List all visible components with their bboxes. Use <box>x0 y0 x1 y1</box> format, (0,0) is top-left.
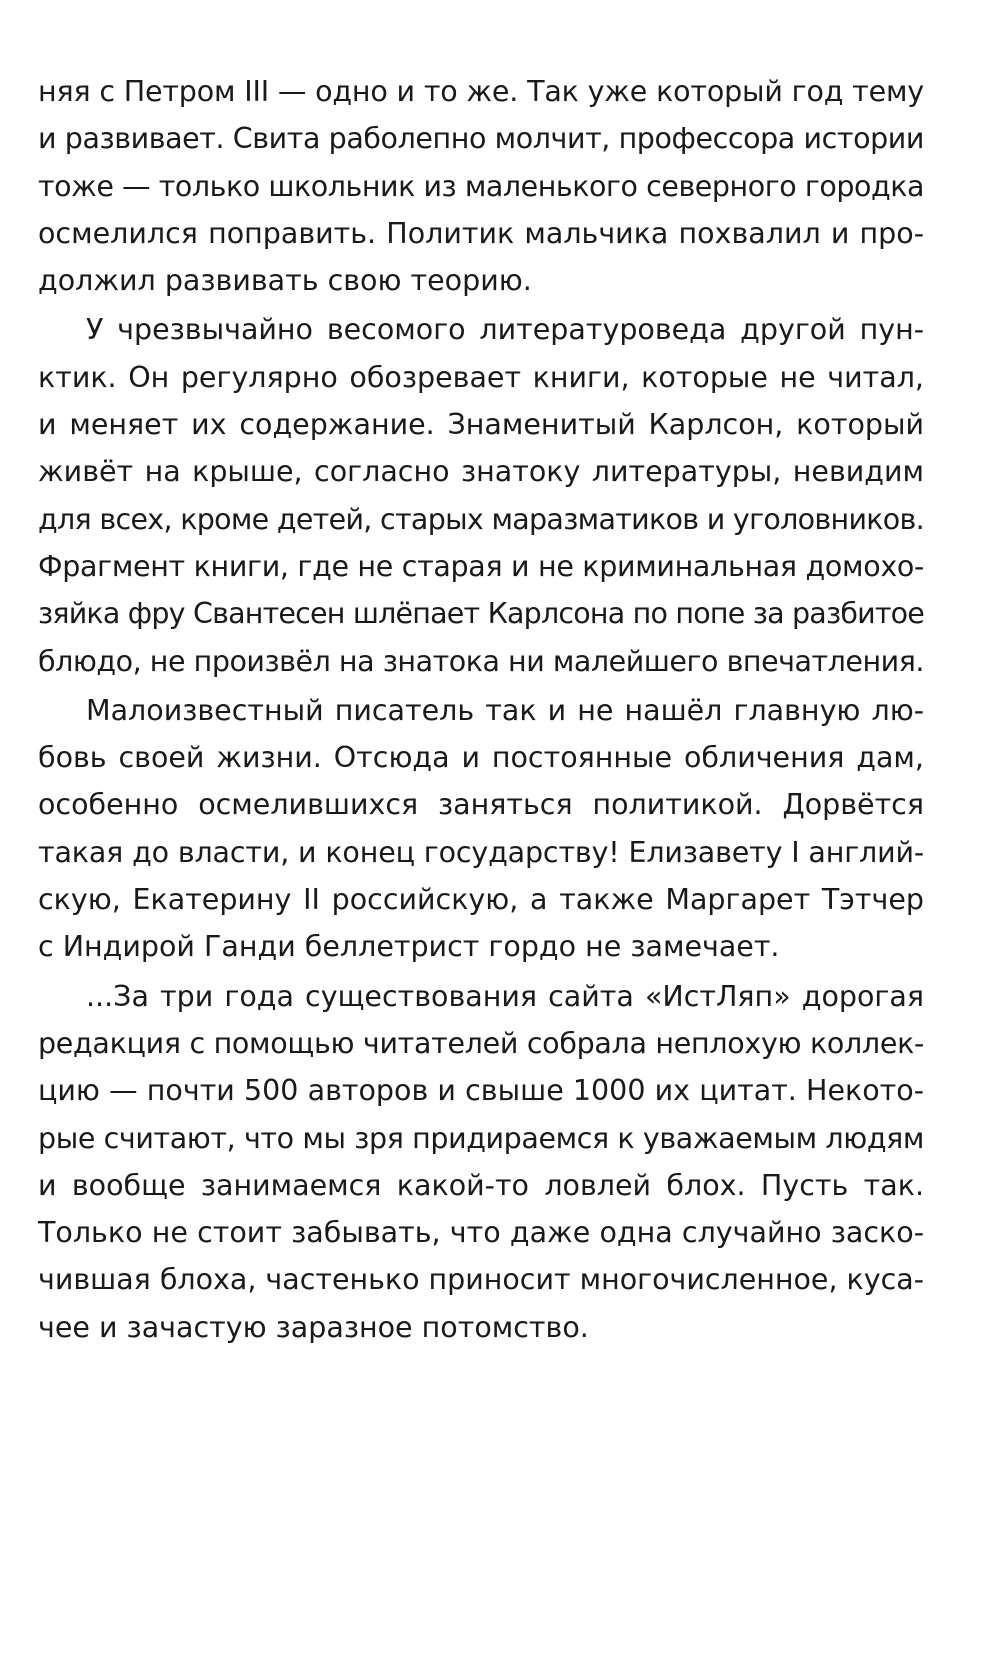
text-line: редакция с помощью читателей собрала неплохую коллек- <box>38 1026 924 1060</box>
text-line: ...За три года существования сайта «ИстЛяп» дорогая <box>86 979 924 1013</box>
text-line: чее и зачастую заразное потомство. <box>38 1310 589 1344</box>
text-line: с Индирой Ганди беллетрист гордо не замечает. <box>38 930 780 964</box>
text-line: зяйка фру Свантесен шлёпает Карлсона по попе за разбитое <box>38 597 925 631</box>
text-line: должил развивать свою теорию. <box>38 264 532 298</box>
text-line: и развивает. Свита раболепно молчит, профессора истории <box>38 122 924 156</box>
paragraph <box>38 306 924 684</box>
paragraph <box>38 973 924 1351</box>
text-line: осмелился поправить. Политик мальчика похвалил и про- <box>38 216 924 250</box>
text-line: тоже — только школьник из маленького северного городка <box>38 169 924 203</box>
paragraph <box>38 68 924 304</box>
text-line: чившая блоха, частенько приносит многочисленное, куса- <box>38 1263 924 1297</box>
paragraph <box>38 687 924 971</box>
text-line: для всех, кроме детей, старых маразматиков и уголовников. <box>38 502 925 536</box>
text-line: Малоизвестный писатель так и не нашёл главную лю- <box>86 693 924 727</box>
text-line: и меняет их содержание. Знаменитый Карлсон, который <box>38 408 924 442</box>
text-line: и вообще занимаемся какой-то ловлей блох. Пусть так. <box>38 1168 924 1202</box>
body-text <box>38 68 924 1351</box>
text-line: Фрагмент книги, где не старая и не криминальная домохо- <box>38 549 925 583</box>
text-line: блюдо, не произвёл на знатока ни малейшего впечатления. <box>38 644 925 678</box>
text-line: няя с Петром III — одно и то же. Так уже который год тему <box>38 75 925 108</box>
text-line: ктик. Он регулярно обозревает книги, которые не читал, <box>38 360 924 394</box>
text-line: Только не стоит забывать, что даже одна случайно заско- <box>38 1216 924 1250</box>
text-line: цию — почти 500 авторов и свыше 1000 их цитат. Некото- <box>38 1074 924 1108</box>
text-line: скую, Екатерину II российскую, а также Маргарет Тэтчер <box>38 883 924 917</box>
text-line: У чрезвычайно весомого литературоведа другой пун- <box>86 313 924 347</box>
text-line: живёт на крыше, согласно знатоку литературы, невидим <box>38 455 924 489</box>
text-line: рые считают, что мы зря придираемся к уважаемым людям <box>38 1121 925 1155</box>
text-line: бовь своей жизни. Отсюда и постоянные обличения дам, <box>38 741 924 775</box>
text-line: такая до власти, и конец государству! Елизавету I англий- <box>38 835 925 869</box>
text-line: особенно осмелившихся заняться политикой. Дорвётся <box>38 788 924 822</box>
